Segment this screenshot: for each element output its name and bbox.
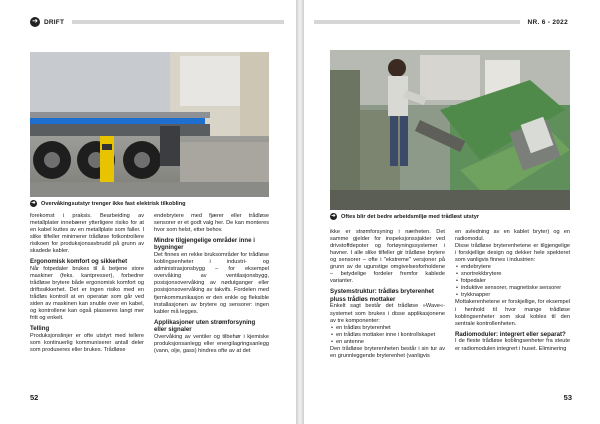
- arrow-right-icon: ➔: [331, 213, 336, 219]
- list-item: • en trådløs bryterenhet: [330, 325, 445, 332]
- spine-gutter: [296, 0, 304, 424]
- page-header-right: [314, 16, 568, 28]
- section-label: DRIFT: [44, 18, 65, 26]
- header-rule: [72, 20, 284, 24]
- paragraph: Når fotpedaler brukes til å betjene store maskiner (feks. kantpresser), forbedrer trådløse brytere både ergonomisk komfort og driftssikkerhet. Det er ingen risiko med en trådløs kontroll at en operatør som går ved siden av maskinen kan snuble over en kabel, og kontrollene kan også plasseres langt mer fritt og enkelt.: [30, 266, 144, 322]
- paragraph: I de fleste trådløse koblingsenheter fra steute er radiomodulen integrert i huset. Eliminering: [455, 338, 570, 352]
- caption-text: Overvåkingsutstyr trenger ikke fast elektrisk tilkobling: [41, 200, 186, 207]
- arrow-right-icon: ➔: [30, 17, 40, 27]
- paragraph: Den trådløse bryterenheten består i sin tur av en grunnleggende bryterenhet (vanligvis: [330, 345, 445, 359]
- factory-worker-illustration: [330, 50, 570, 210]
- subheading: Systemstruktur: trådløs bryterenhet pluss trådløs mottaker: [330, 288, 434, 303]
- component-list: [330, 325, 445, 346]
- page-header-left: [30, 16, 284, 28]
- paragraph: Produksjonslinjer er ofte utstyrt med tellere som kontinuerlig kommuniserer antall deler som produseres eller brukes. Trådløse: [30, 333, 144, 354]
- list-item: • snortrekkbrytere: [455, 271, 570, 278]
- page-number-right: 53: [563, 393, 572, 402]
- paragraph: Mottakerenhetene er forskjellige, for eksempel i henhold til hvor mange trådløse koblingsenheter som skal kobles til den sentrale kontrollenheten.: [455, 299, 570, 327]
- truck-trailer-photo: [30, 52, 269, 197]
- paragraph: forekomst i praksis. Bearbeiding av metallplater innebærer ytterligere risiko for at en kabel kuttes av en metallplate som faller. I slike tilfeller minimerer trådløse fotkontrollere risikoen for produksjonsavbrudd på grunn av skadede kabler.: [30, 213, 144, 255]
- subheading: Telling: [30, 325, 50, 333]
- page-number-left: 52: [30, 393, 39, 402]
- photo-caption-left: [30, 200, 186, 207]
- list-item: • endebrytere: [455, 264, 570, 271]
- factory-worker-photo: [330, 50, 570, 210]
- paragraph: Disse trådløse bryterenhetene er tilgjengelige i forskjellige design og dekker hele spekteret som vanligvis finnes i industrien:: [455, 243, 570, 264]
- truck-trailer-illustration: [30, 52, 269, 197]
- article-column-4: [455, 229, 570, 353]
- left-page: [0, 0, 296, 424]
- paragraph: endebrytere med fjærer eller trådløse sensorer er et godt valg her. De kan monteres hvor som helst, etter behov.: [154, 213, 269, 234]
- article-column-3: [330, 229, 445, 360]
- switch-type-list: [455, 264, 570, 299]
- paragraph: en avledning av en kablet bryter) og en radiomodul.: [455, 229, 570, 243]
- list-item: • induktive sensorer, magnetiske sensorer: [455, 285, 570, 292]
- subheading: Ergonomisk komfort og sikkerhet: [30, 258, 128, 266]
- header-rule: [314, 20, 520, 24]
- paragraph: ikke er strømforsyning i nærheten. Det samme gjelder for inspeksjonssjakter ved drivstoffdepoter og fortøyningssystemer i havner. I alle slike tilfeller gir trådløse brytere og sensorer – ofte i "ekstreme" versjoner på grunn av de ugunstige omgivelsesforholdene – betydelige fordeler fremfor kablede varianter.: [330, 229, 445, 285]
- caption-text: Oftes blir det bedre arbeidsmiljø med trådløst utstyr: [341, 213, 480, 220]
- subheading: Mindre tilgjengelige områder inne i bygninger: [154, 237, 255, 252]
- paragraph: Overvåking av ventiler og tilbehør i kjemiske produksjonsanlegg eller energilagringsanlegg (vann, olje, gass) hindres ofte av at det: [154, 333, 269, 354]
- list-item: • en antenne: [330, 339, 445, 346]
- paragraph: Det finnes en rekke bruksområder for trådløse koblingsenheter i industri- og administrasjonsbygg – for eksempel overvåking av ventilasjonsbygg, posisjonsovervåking av nødutganger eller posisjonsovervåking av takvifs. Fordelen med fjernkommunikasjon er den enkle og fleksible installasjonen av brytere og sensorer: ingen kabler må legges.: [154, 252, 269, 315]
- list-item: • en trådløs mottaker inne i kontrollskapet: [330, 332, 445, 339]
- issue-label: NR. 6 - 2022: [527, 18, 568, 26]
- photo-caption-right: [330, 213, 479, 220]
- list-item: • fotpedaler: [455, 278, 570, 285]
- subheading: Applikasjoner uten strømforsyning eller signaler: [154, 318, 256, 333]
- arrow-right-icon: ➔: [31, 200, 36, 206]
- article-column-2: [154, 213, 269, 355]
- right-page: [304, 0, 600, 424]
- list-item: • trykknapper: [455, 292, 570, 299]
- article-column-1: [30, 213, 144, 354]
- subheading: Radiomoduler: integrert eller separat?: [455, 330, 566, 338]
- paragraph: Enkelt sagt består det trådløse »Wave«-systemet som brukes i disse applikasjonene av tre komponenter:: [330, 303, 445, 324]
